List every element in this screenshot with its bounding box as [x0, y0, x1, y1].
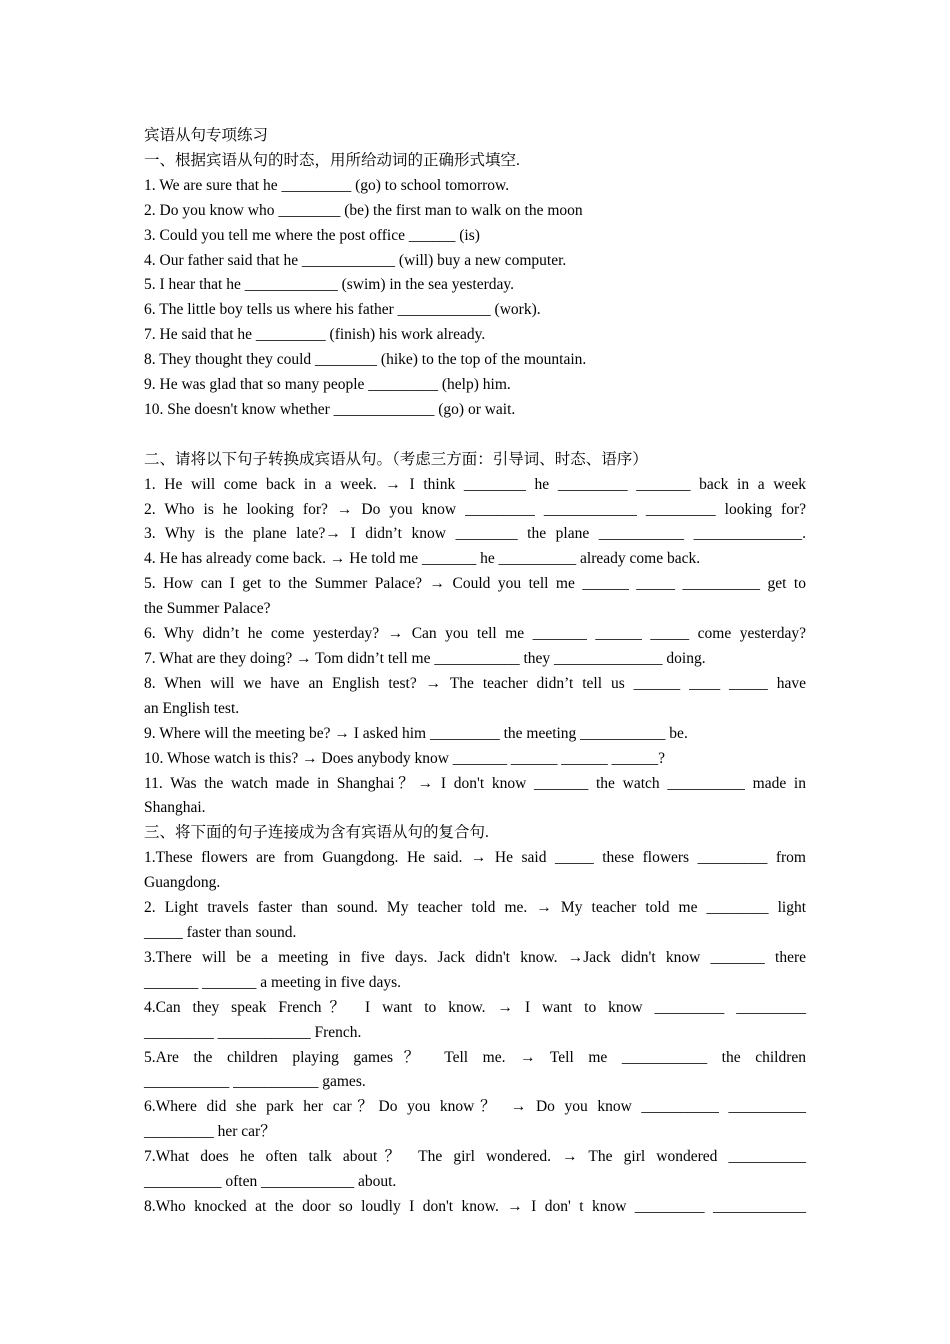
section-1-item: 8. They thought they could ________ (hike) to the top of the mountain. [144, 351, 587, 369]
section-spacer [144, 423, 806, 448]
section-2-line: 8. When will we have an English test? → The teacher didn’t tell us ______ ____ _____ have [144, 674, 806, 692]
worksheet-title: 宾语从句专项练习 [144, 127, 269, 144]
section-3-line: 8.Who knocked at the door so loudly I don't know. → I don' t know _________ ____________ [144, 1197, 806, 1215]
section-2-line: 2. Who is he looking for? → Do you know _________ ____________ _________ looking for? [144, 500, 806, 518]
section-3-line: 7.What does he often talk about？ The girl wondered. → The girl wondered __________ [144, 1148, 806, 1166]
section-3-line: _______ _______ a meeting in five days. [144, 973, 401, 991]
section-3-line: 3.There will be a meeting in five days. Jack didn't know. →Jack didn't know _______ there [144, 948, 806, 966]
worksheet [144, 124, 806, 1220]
section-2-line: 9. Where will the meeting be? → I asked him _________ the meeting ___________ be. [144, 724, 688, 742]
section-1-item: 5. I hear that he ____________ (swim) in the sea yesterday. [144, 276, 515, 294]
section-2-line: 7. What are they doing? → Tom didn’t tell me ___________ they ______________ doing. [144, 650, 706, 668]
section-3-line: __________ often ____________ about. [144, 1173, 397, 1191]
section-2-line: 1. He will come back in a week. → I think ________ he _________ _______ back in a week [144, 475, 806, 493]
section-2-line: an English test. [144, 699, 240, 717]
section-1-heading: 一、根据宾语从句的时态，用所给动词的正确形式填空. [144, 151, 520, 169]
section-2-line: the Summer Palace? [144, 600, 271, 618]
section-1-item: 9. He was glad that so many people _________ (help) him. [144, 376, 511, 394]
section-3-line: 5.Are the children playing games？ Tell me. → Tell me ___________ the children [144, 1048, 806, 1066]
section-2-line: 3. Why is the plane late?→ I didn’t know ________ the plane ___________ ______________. [144, 525, 806, 543]
section-2-line: Shanghai. [144, 799, 206, 817]
section-3-line: 4.Can they speak French？ I want to know. → I want to know _________ _________ [144, 998, 806, 1016]
section-1-item: 3. Could you tell me where the post office ______ (is) [144, 226, 480, 244]
section-1-item: 4. Our father said that he ____________ (will) buy a new computer. [144, 251, 567, 269]
section-1-item: 6. The little boy tells us where his father ____________ (work). [144, 301, 541, 319]
section-3-line: 1.These flowers are from Guangdong. He said. → He said _____ these flowers _________ from [144, 849, 806, 867]
section-2-line: 6. Why didn’t he come yesterday? → Can you tell me _______ ______ _____ come yesterday? [144, 625, 806, 643]
section-2-heading: 二、请将以下句子转换成宾语从句。（考虑三方面：引导词、时态、语序） [144, 450, 648, 468]
section-3-line: _________ ____________ French. [144, 1023, 362, 1041]
section-2-line: 11. Was the watch made in Shanghai？→ I don't know _______ the watch __________ made in [144, 774, 806, 792]
section-1-item: 7. He said that he _________ (finish) his work already. [144, 326, 486, 344]
section-3-line: 2. Light travels faster than sound. My teacher told me. → My teacher told me ________ light [144, 899, 806, 917]
section-3-line: Guangdong. [144, 874, 221, 892]
section-1-item: 1. We are sure that he _________ (go) to school tomorrow. [144, 176, 510, 194]
section-2-line: 4. He has already come back. → He told me _______ he __________ already come back. [144, 550, 701, 568]
section-1-item: 2. Do you know who ________ (be) the first man to walk on the moon [144, 201, 583, 219]
section-3-line: ___________ ___________ games. [144, 1073, 366, 1091]
section-1-item: 10. She doesn't know whether _____________ (go) or wait. [144, 400, 516, 418]
section-3-line: _____ faster than sound. [144, 923, 297, 941]
section-2-line: 5. How can I get to the Summer Palace? → Could you tell me ______ _____ __________ get to [144, 575, 806, 593]
section-3-heading: 三、将下面的句子连接成为含有宾语从句的复合句. [144, 824, 489, 842]
section-2-line: 10. Whose watch is this? → Does anybody know _______ ______ ______ ______? [144, 749, 666, 767]
section-3-line: 6.Where did she park her car？Do you know？ → Do you know __________ __________ [144, 1098, 806, 1116]
section-3-line: _________ her car？ [144, 1123, 276, 1141]
